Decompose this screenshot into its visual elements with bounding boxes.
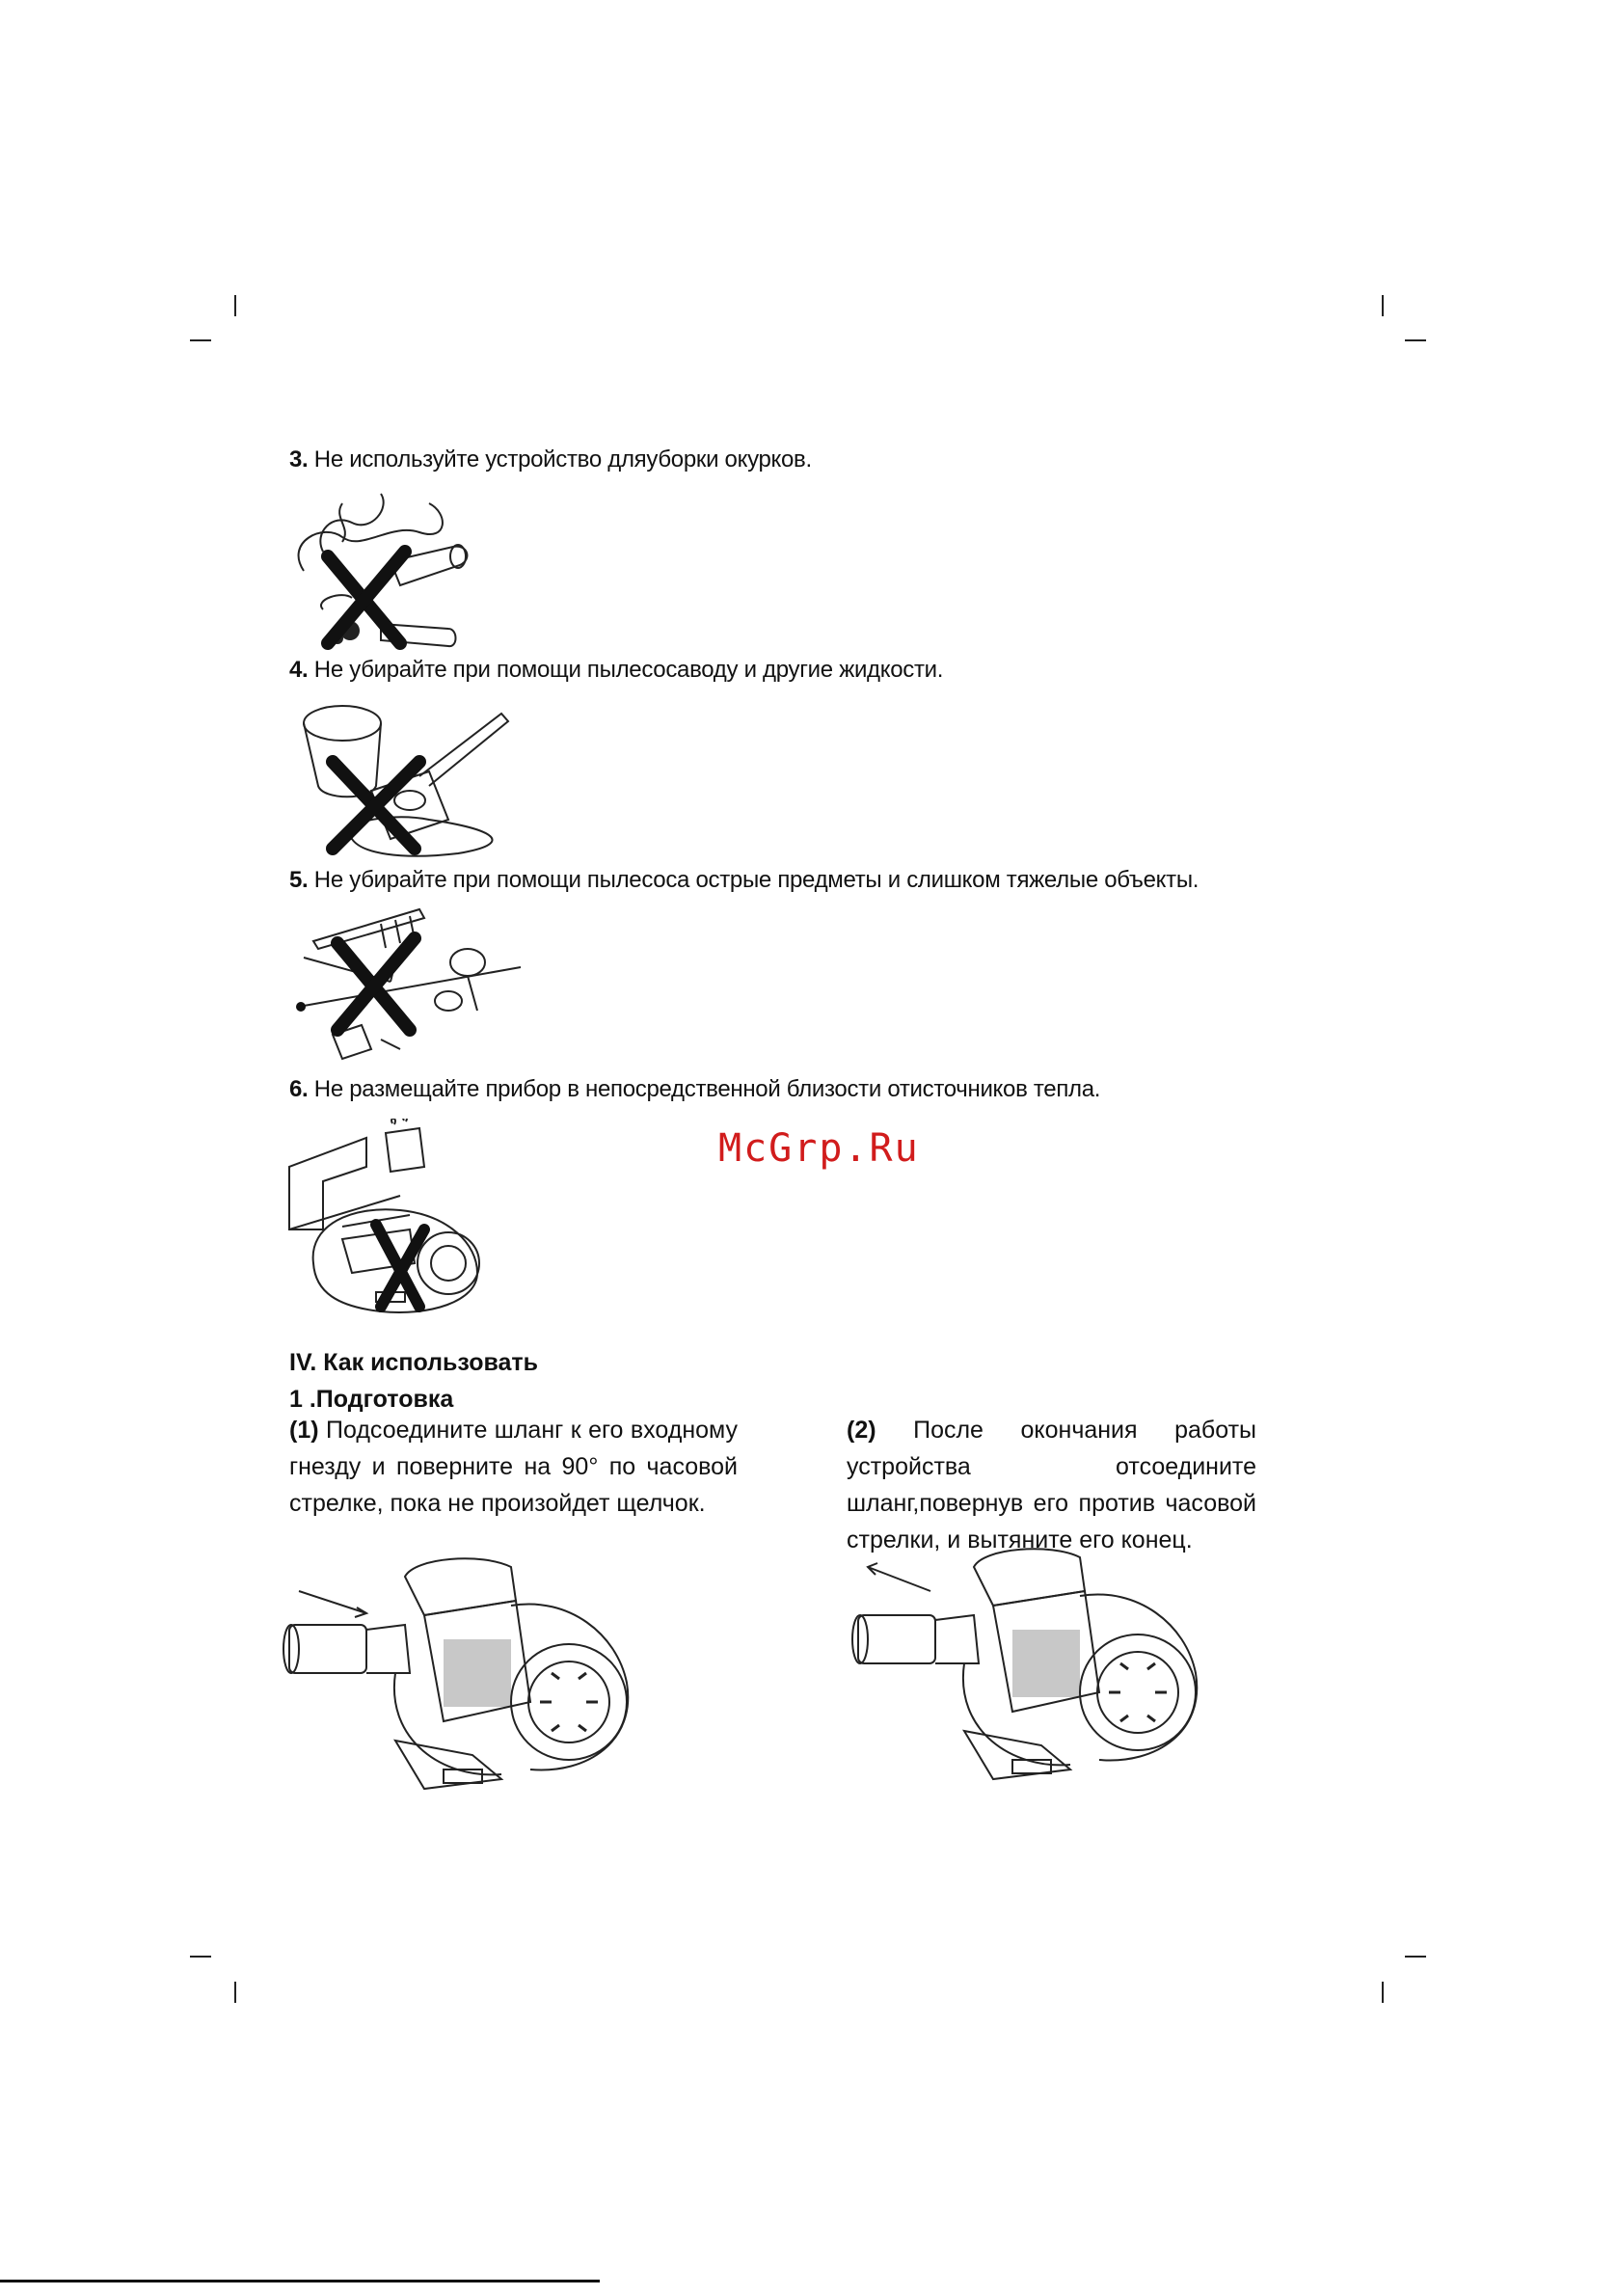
step-1-text (289, 1412, 738, 1522)
liquid-crossed-icon (284, 694, 535, 858)
crop-mark (1382, 1982, 1384, 2003)
warning-item-6 (289, 1075, 1100, 1104)
warning-item-4 (289, 656, 943, 685)
item-number: 5. (289, 867, 309, 893)
cigarette-crossed-icon (284, 484, 487, 653)
vacuum-disconnect-hose-icon (849, 1538, 1215, 1798)
crop-mark (234, 295, 236, 316)
warning-item-3 (289, 446, 812, 474)
crop-mark (234, 1982, 236, 2003)
item-number: 6. (289, 1076, 309, 1102)
warning-item-5 (289, 866, 1199, 895)
item-text: Не убирайте при помощи пылесосаводу и другие жидкости. (308, 657, 944, 683)
item-text: Не убирайте при помощи пылесоса острые предметы и слишком тяжелые объекты. (308, 867, 1199, 893)
sharp-objects-crossed-icon (284, 905, 526, 1068)
crop-mark (1405, 1956, 1426, 1958)
step-2-text (847, 1412, 1256, 1558)
item-text: Не размещайте прибор в непосредственной близости отисточников тепла. (308, 1076, 1101, 1102)
heat-source-crossed-icon (284, 1119, 526, 1321)
step-text: Подсоедините шланг к его входному гнезду и поверните на 90° по часовой стрелке, пока не произойдет щелчок. (289, 1417, 738, 1517)
watermark: McGrp.Ru (718, 1126, 920, 1171)
vacuum-connect-hose-icon (280, 1548, 646, 1808)
item-number: 3. (289, 446, 309, 473)
crop-mark (1405, 339, 1426, 341)
step-number: (1) (289, 1417, 319, 1444)
section-title: IV. Как использовать (289, 1349, 539, 1376)
crop-mark (1382, 295, 1384, 316)
step-text: После окончания работы устройства отсоедините шланг,повернув его против часовой стрелки, и вытяните его конец. (847, 1417, 1256, 1553)
section-subtitle: 1 .Подготовка (289, 1386, 454, 1413)
item-number: 4. (289, 657, 309, 683)
item-text: Не используйте устройство дляуборки окурков. (308, 446, 812, 473)
step-number: (2) (847, 1417, 876, 1444)
crop-mark (190, 1956, 211, 1958)
bottom-rule (0, 2280, 600, 2282)
crop-mark (190, 339, 211, 341)
